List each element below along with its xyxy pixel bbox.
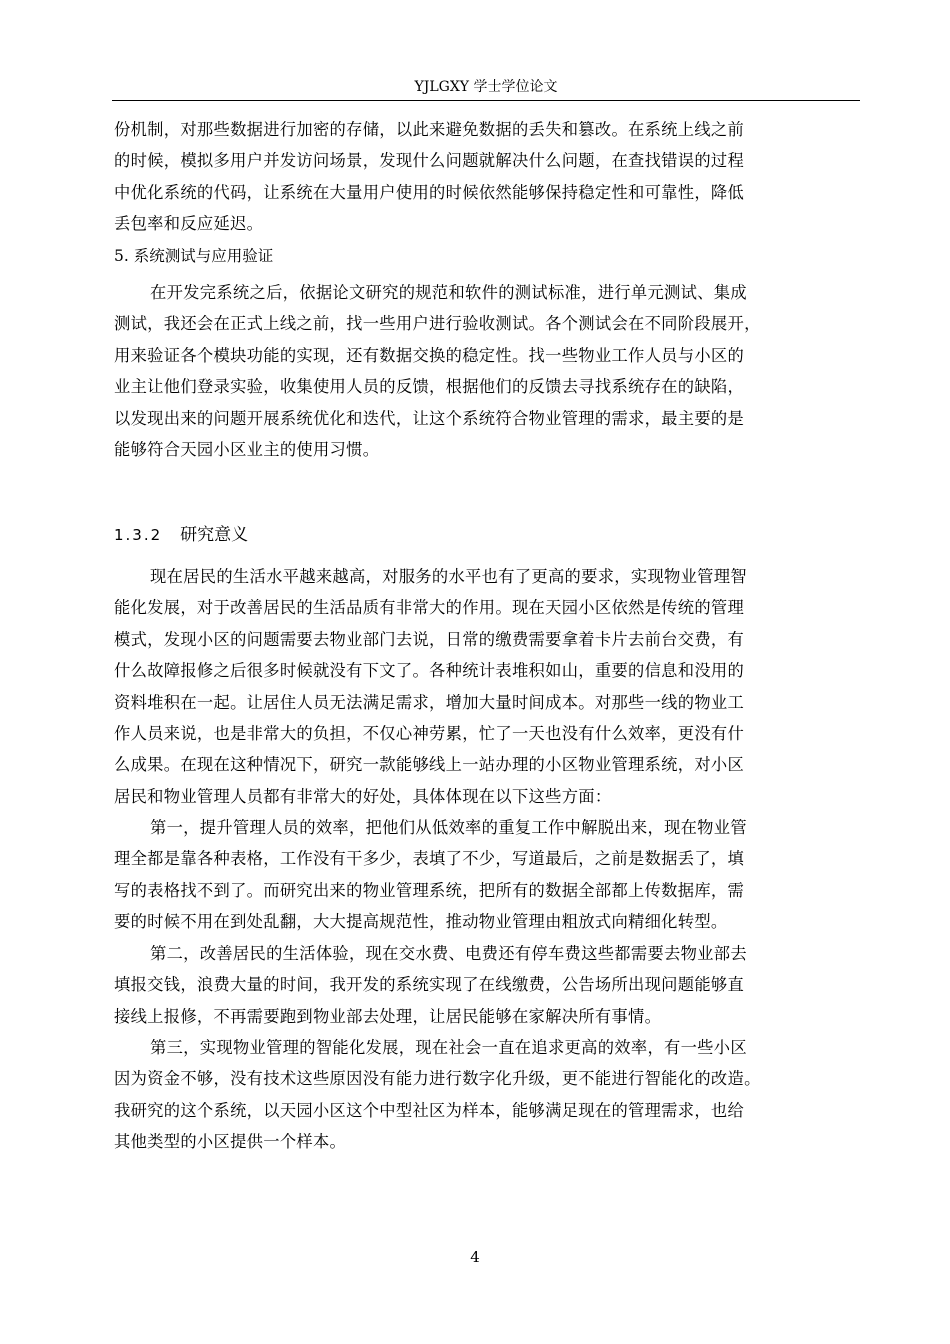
text-line: 作人员来说，也是非常大的负担，不仅心神劳累，忙了一天也没有什么效率，更没有什 xyxy=(114,724,745,744)
paragraph-second-point xyxy=(114,938,860,1032)
paragraph-backup-and-load-testing xyxy=(114,114,860,240)
text-line: 填报交钱，浪费大量的时间，我开发的系统实现了在线缴费，公告场所出现问题能够直 xyxy=(114,975,745,995)
text-line: 模式，发现小区的问题需要去物业部门去说，日常的缴费需要拿着卡片去前台交费，有 xyxy=(114,629,745,649)
text-line: 用来验证各个模块功能的实现，还有数据交换的稳定性。找一些物业工作人员与小区的 xyxy=(114,345,745,365)
page-header: YJLGXY 学士学位论文 xyxy=(414,79,558,95)
section-title: 研究意义 xyxy=(180,525,249,545)
text-line: 丢包率和反应延迟。 xyxy=(114,214,264,234)
text-line: 理全都是靠各种表格，工作没有干多少，表填了不少，写道最后，之前是数据丢了，填 xyxy=(114,849,745,869)
text-line: 要的时候不用在到处乱翻，大大提高规范性，推动物业管理由粗放式向精细化转型。 xyxy=(114,912,728,932)
text-line: 什么故障报修之后很多时候就没有下文了。各种统计表堆积如山，重要的信息和没用的 xyxy=(114,661,745,681)
text-line: 居民和物业管理人员都有非常大的好处，具体体现在以下这些方面： xyxy=(114,786,612,806)
text-line: 能够符合天园小区业主的使用习惯。 xyxy=(114,440,380,460)
paragraph-third-point xyxy=(114,1032,860,1158)
text-line: 写的表格找不到了。而研究出来的物业管理系统，把所有的数据全部都上传数据库，需 xyxy=(114,880,745,900)
text-line: 第二，改善居民的生活体验，现在交水费、电费还有停车费这些都需要去物业部去 xyxy=(150,944,747,963)
text-line: 能化发展，对于改善居民的生活品质有非常大的作用。现在天园小区依然是传统的管理 xyxy=(114,598,745,618)
header-rule xyxy=(112,100,860,101)
subheading-system-testing: 5. 系统测试与应用验证 xyxy=(114,247,274,265)
text-line: 现在居民的生活水平越来越高，对服务的水平也有了更高的要求，实现物业管理智 xyxy=(150,567,747,586)
text-line: 因为资金不够，没有技术这些原因没有能力进行数字化升级，更不能进行智能化的改造。 xyxy=(114,1069,761,1089)
text-line: 资料堆积在一起。让居住人员无法满足需求，增加大量时间成本。对那些一线的物业工 xyxy=(114,692,745,712)
text-line: 第一，提升管理人员的效率，把他们从低效率的重复工作中解脱出来，现在物业管 xyxy=(150,818,747,837)
text-line: 我研究的这个系统，以天园小区这个中型社区为样本，能够满足现在的管理需求，也给 xyxy=(114,1100,745,1120)
paragraph-first-point xyxy=(114,812,860,938)
text-line: 中优化系统的代码，让系统在大量用户使用的时候依然能够保持稳定性和可靠性，降低 xyxy=(114,182,745,202)
section-heading xyxy=(114,520,248,545)
section-number: 1.3.2 xyxy=(114,526,163,544)
paragraph-research-significance xyxy=(114,561,860,812)
text-line: 份机制，对那些数据进行加密的存储，以此来避免数据的丢失和篡改。在系统上线之前 xyxy=(114,120,745,139)
text-line: 接线上报修，不再需要跑到物业部去处理，让居民能够在家解决所有事情。 xyxy=(114,1006,662,1026)
paragraph-system-testing xyxy=(114,277,860,465)
text-line: 在开发完系统之后，依据论文研究的规范和软件的测试标准，进行单元测试、集成 xyxy=(150,283,747,302)
page-number: 4 xyxy=(470,1248,480,1266)
text-line: 业主让他们登录实验，收集使用人员的反馈，根据他们的反馈去寻找系统存在的缺陷， xyxy=(114,377,745,397)
text-line: 么成果。在现在这种情况下，研究一款能够线上一站办理的小区物业管理系统，对小区 xyxy=(114,755,745,775)
text-line: 其他类型的小区提供一个样本。 xyxy=(114,1132,347,1152)
text-line: 第三，实现物业管理的智能化发展，现在社会一直在追求更高的效率，有一些小区 xyxy=(150,1038,747,1057)
text-line: 以发现出来的问题开展系统优化和迭代，让这个系统符合物业管理的需求，最主要的是 xyxy=(114,408,745,428)
text-line: 的时候，模拟多用户并发访问场景，发现什么问题就解决什么问题，在查找错误的过程 xyxy=(114,151,745,171)
text-line: 测试，我还会在正式上线之前，找一些用户进行验收测试。各个测试会在不同阶段展开， xyxy=(114,314,761,334)
